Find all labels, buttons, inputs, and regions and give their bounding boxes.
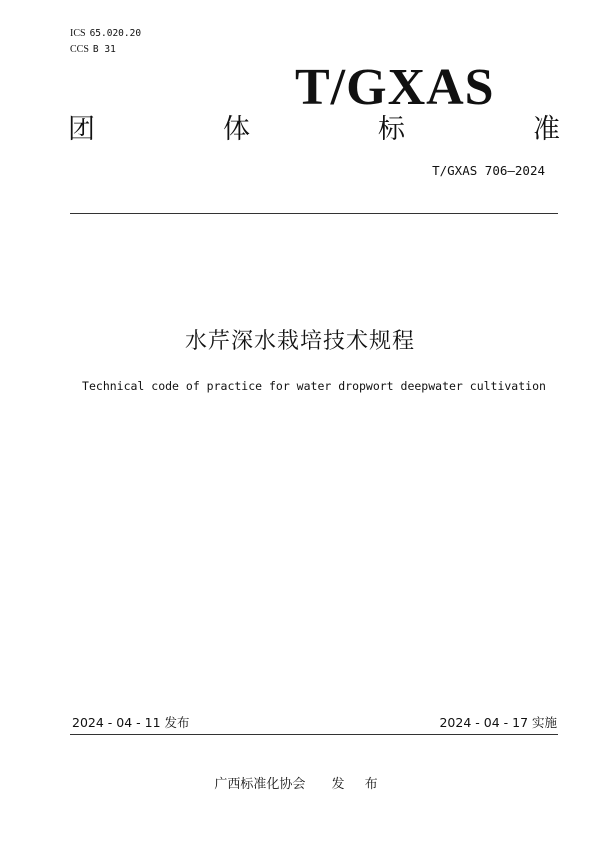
ics-code — [70, 28, 141, 40]
ccs-label: CCS — [70, 44, 89, 55]
standard-type-heading — [68, 113, 560, 147]
standard-type-char: 体 — [223, 114, 250, 145]
ics-value: 65.020.20 — [89, 28, 142, 39]
association-logo: T/GXAS — [295, 59, 495, 116]
footer-divider — [70, 734, 558, 735]
header-divider — [70, 213, 558, 214]
document-title-english: Technical code of practice for water dropwort deepwater cultivation — [82, 379, 546, 393]
standard-type-char: 标 — [378, 114, 405, 145]
standard-type-char: 准 — [533, 114, 560, 145]
publisher-line — [0, 776, 600, 794]
implementation-date: 2024 - 04 - 17 实施 — [439, 715, 557, 730]
publisher-name: 广西标准化协会 — [214, 777, 306, 792]
standard-type-char: 团 — [68, 114, 95, 145]
ics-label: ICS — [70, 28, 86, 39]
publish-action: 发 布 — [331, 777, 386, 792]
ccs-value: B 31 — [92, 44, 116, 55]
document-title-chinese: 水芹深水栽培技术规程 — [184, 329, 415, 354]
standard-number: T/GXAS 706—2024 — [432, 163, 545, 178]
ccs-code — [70, 44, 116, 56]
issue-date: 2024 - 04 - 11 发布 — [72, 715, 190, 730]
